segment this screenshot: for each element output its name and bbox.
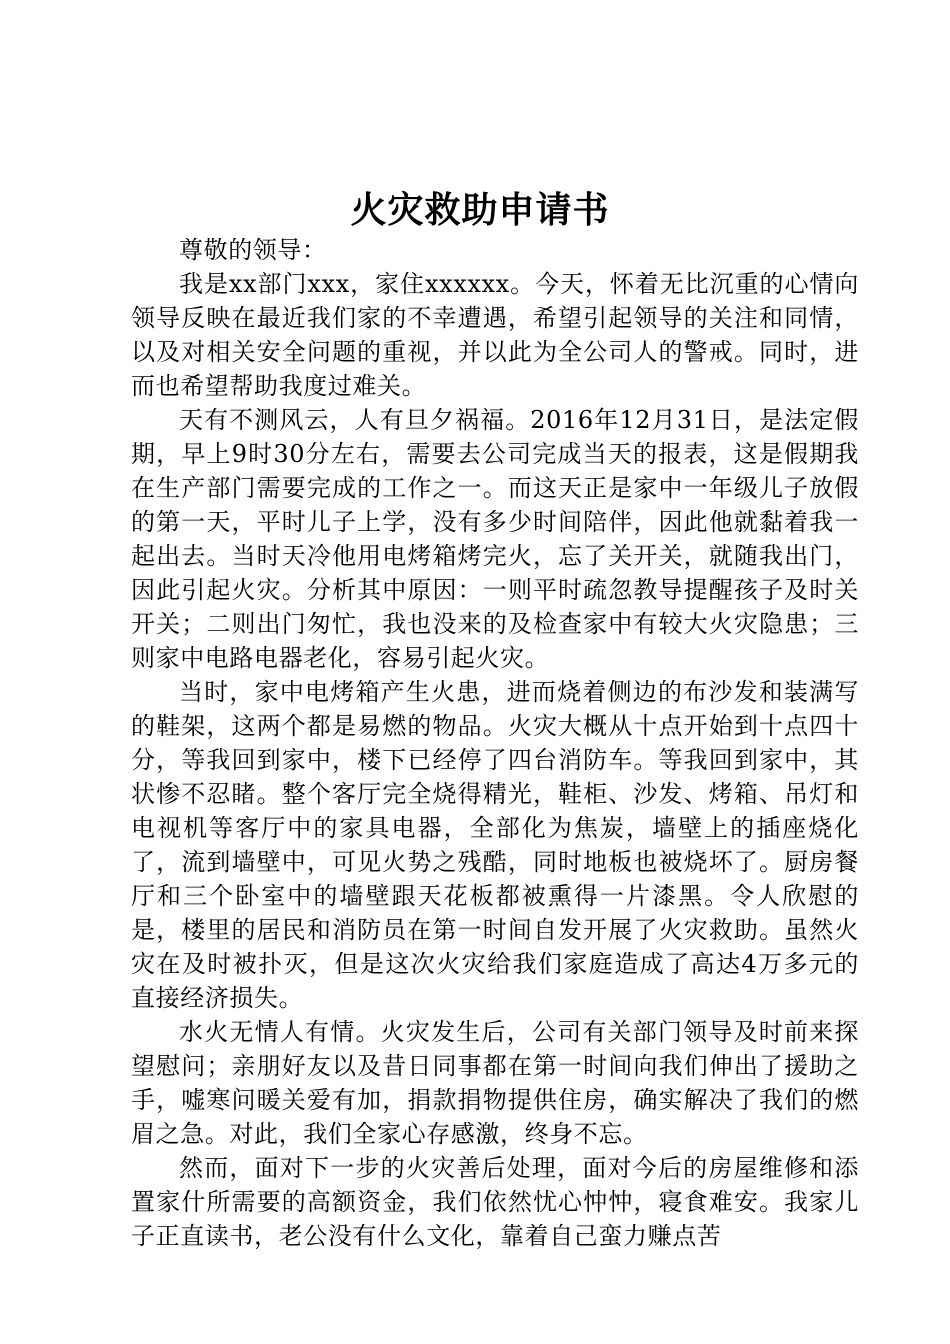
document-body <box>131 233 859 1253</box>
salutation: 尊敬的领导： <box>179 236 327 264</box>
paragraph-cause: 天有不测风云，人有旦夕祸福。2016年12月31日，是法定假期，早上9时30分左右，需要去公司完成当天的报表，这是假期我在生产部门需要完成的工作之一。而这天正是家中一年级儿子放假的第一天，平时儿子上学，没有多少时间陪伴，因此他就黏着我一起出去。当时天冷他用电烤箱烤完火，忘了关开关，就随我出门，因此引起火灾。分析其中原因：一则平时疏忽教导提醒孩子及时关开关；二则出门匆忙，我也没来的及检查家中有较大火灾隐患；三则家中电路电器老化，容易引起火灾。 <box>131 406 859 672</box>
paragraph-damage: 当时，家中电烤箱产生火患，进而烧着侧边的布沙发和装满写的鞋架，这两个都是易燃的物品。火灾大概从十点开始到十点四十分，等我回到家中，楼下已经停了四台消防车。等我回到家中，其状惨不忍睹。整个客厅完全烧得精光，鞋柜、沙发、烤箱、吊灯和电视机等客厅中的家具电器，全部化为焦炭，墙壁上的插座烧化了，流到墙壁中，可见火势之残酷，同时地板也被烧坏了。厨房餐厅和三个卧室中的墙壁跟天花板都被熏得一片漆黑。令人欣慰的是，楼里的居民和消防员在第一时间自发开展了火灾救助。虽然火灾在及时被扑灭，但是这次火灾给我们家庭造成了高达4万多元的直接经济损失。 <box>131 678 859 1012</box>
paragraph-gratitude: 水火无情人有情。火灾发生后，公司有关部门领导及时前来探望慰问；亲朋好友以及昔日同事都在第一时间向我们伸出了援助之手，嘘寒问暖关爱有加，捐款捐物提供住房，确实解决了我们的燃眉之急。对此，我们全家心存感激，终身不忘。 <box>131 1018 859 1148</box>
paragraph-intro: 我是xx部门xxx，家住xxxxxx。今天，怀着无比沉重的心情向领导反映在最近我们家的不幸遭遇，希望引起领导的关注和同情，以及对相关安全问题的重视，并以此为全公司人的警戒。同时，进而也希望帮助我度过难关。 <box>131 270 859 400</box>
paragraph-request: 然而，面对下一步的火灾善后处理，面对今后的房屋维修和添置家什所需要的高额资金，我们依然忧心忡忡，寝食难安。我家儿子正直读书，老公没有什么文化，靠着自己蛮力赚点苦 <box>131 1154 859 1250</box>
document-title: 火灾救助申请书 <box>350 189 610 231</box>
